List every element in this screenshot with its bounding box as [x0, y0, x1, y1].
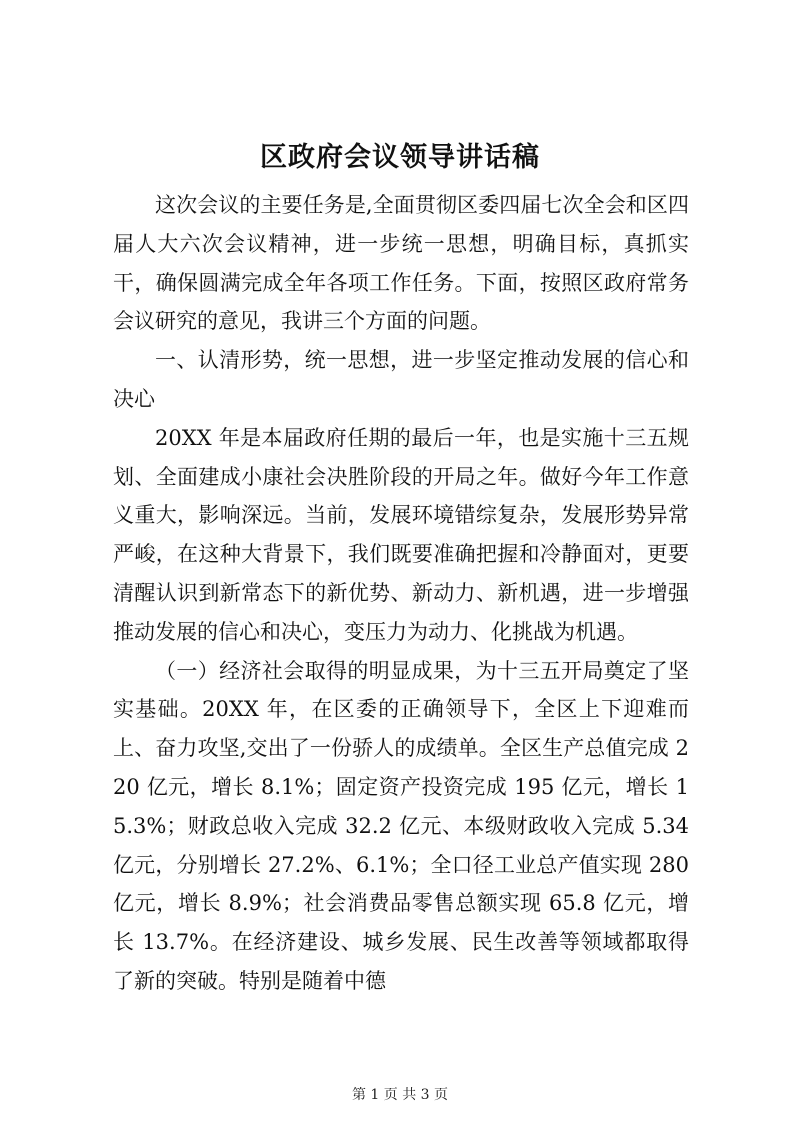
document-title: 区政府会议领导讲话稿	[260, 142, 540, 173]
intro-paragraph: 这次会议的主要任务是,全面贯彻区委四届七次全会和区四届人大六次会议精神，进一步统一思想，明确目标，真抓实干，确保圆满完成全年各项工作任务。下面，按照区政府常务会议研究的意见，我讲三个方面的问题。	[113, 193, 689, 334]
achievements-paragraph: （一）经济社会取得的明显成果，为十三五开局奠定了坚实基础。20XX 年，在区委的正确领导下，全区上下迎难而上、奋力攻坚,交出了一份骄人的成绩单。全区生产总值完成 220 亿元，增长 8.1%；固定资产投资完成 195 亿元，增长 15.3%；财政总收入完成 32.2 亿元、本级财政收入完成 5.34 亿元，分别增长 27.2%、6.1%；全口径工业总产值实现 280 亿元，增长 8.9%；社会消费品零售总额实现 65.8 亿元，增长 13.7%。在经济建设、城乡发展、民生改善等领域都取得了新的突破。特别是随着中德	[113, 658, 689, 993]
context-paragraph: 20XX 年是本届政府任期的最后一年，也是实施十三五规划、全面建成小康社会决胜阶段的开局之年。做好今年工作意义重大，影响深远。当前，发展环境错综复杂，发展形势异常严峻，在这种大背景下，我们既要准确把握和冷静面对，更要清醒认识到新常态下的新优势、新动力、新机遇，进一步增强推动发展的信心和决心，变压力为动力、化挑战为机遇。	[113, 425, 689, 644]
page-number-footer: 第 1 页 共 3 页	[351, 1087, 449, 1103]
section-heading: 一、认清形势，统一思想，进一步坚定推动发展的信心和决心	[113, 348, 689, 411]
document-body	[113, 186, 689, 1001]
